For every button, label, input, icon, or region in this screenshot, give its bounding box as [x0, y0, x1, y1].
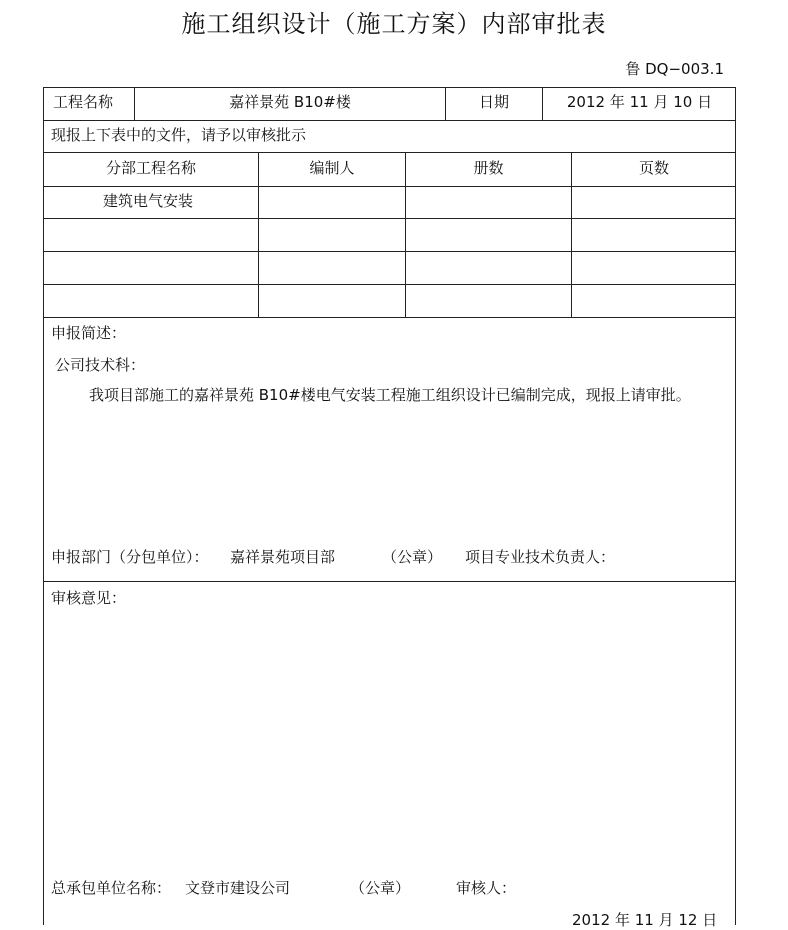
report-seal: （公章） — [382, 548, 443, 566]
report-body: 我项目部施工的嘉祥景苑 B10#楼电气安装工程施工组织设计已编制完成，现报上请审批。 — [89, 386, 691, 404]
column-header: 册数 — [473, 159, 504, 177]
rule — [43, 186, 736, 187]
dept-value: 嘉祥景苑项目部 — [230, 548, 336, 566]
review-date: 2012 年 11 月 12 日 — [572, 911, 718, 929]
contractor-label: 总承包单位名称： — [51, 879, 172, 897]
report-label: 申报简述： — [51, 324, 127, 342]
review-seal: （公章） — [350, 879, 411, 897]
document-number: 鲁 DQ−003.1 — [625, 60, 724, 78]
page-title: 施工组织设计（施工方案）内部审批表 — [181, 10, 607, 38]
dept-label: 申报部门（分包单位）： — [51, 548, 209, 566]
approval-form — [43, 87, 736, 925]
rule — [43, 120, 736, 121]
table-cell: 建筑电气安装 — [102, 192, 193, 210]
report-addressee: 公司技术科： — [55, 356, 146, 374]
project-name-label: 工程名称 — [53, 93, 114, 111]
column-header: 页数 — [638, 159, 669, 177]
rule — [43, 251, 736, 252]
column-header: 编制人 — [309, 159, 355, 177]
rule — [43, 152, 736, 153]
project-name-value: 嘉祥景苑 B10#楼 — [229, 93, 351, 111]
contractor-value: 文登市建设公司 — [185, 879, 291, 897]
date-label: 日期 — [478, 93, 509, 111]
review-label: 审核意见： — [51, 589, 127, 607]
date-value: 2012 年 11 月 10 日 — [566, 93, 713, 111]
rule — [43, 581, 736, 582]
rule — [43, 218, 736, 219]
rule — [43, 317, 736, 318]
column-header: 分部工程名称 — [105, 159, 196, 177]
reviewer-label: 审核人： — [456, 879, 517, 897]
notice-text: 现报上下表中的文件，请予以审核批示 — [51, 126, 307, 144]
rule — [43, 284, 736, 285]
tech-lead-label: 项目专业技术负责人： — [465, 548, 616, 566]
